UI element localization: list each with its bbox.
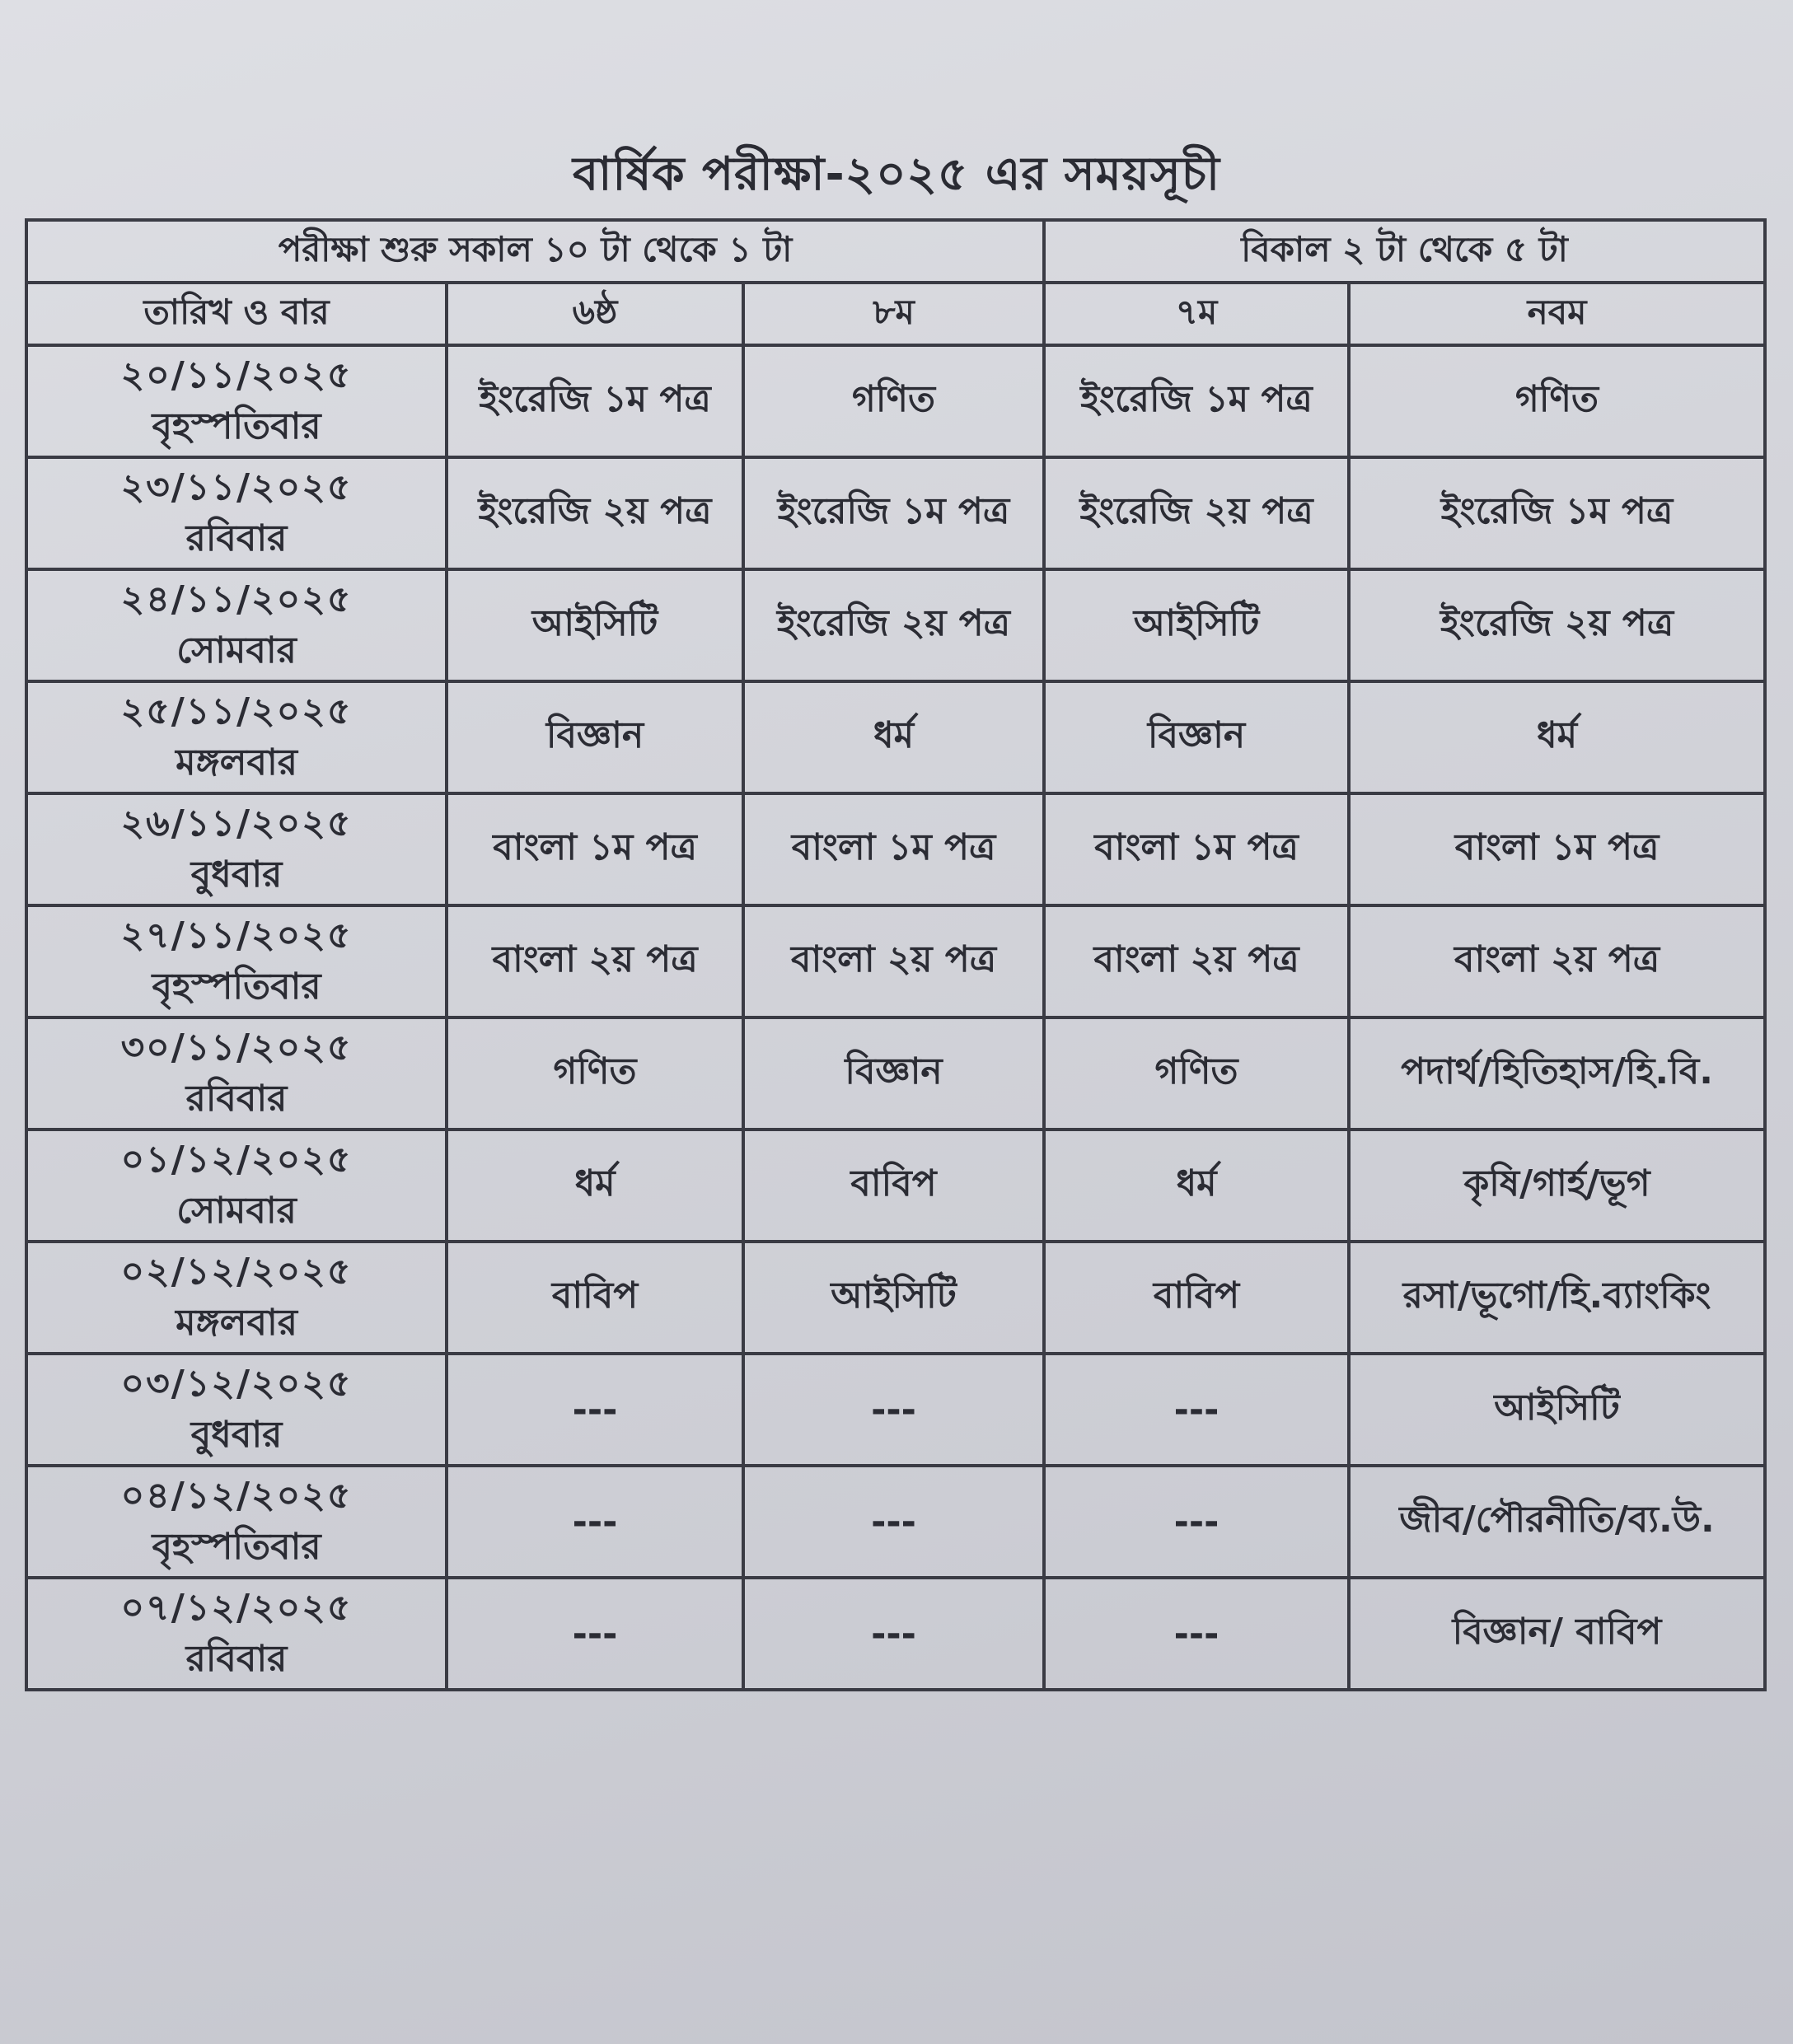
session-header-row	[26, 220, 1765, 283]
subject-class-6: বিজ্ঞান	[447, 681, 743, 793]
subject-class-6: ---	[447, 1354, 743, 1466]
subject-class-8: বিজ্ঞান	[743, 1017, 1044, 1130]
subject-class-7: বিজ্ঞান	[1044, 681, 1349, 793]
exam-date: ০৩/১২/২০২৫	[120, 1363, 353, 1405]
subject-class-8: আইসিটি	[743, 1242, 1044, 1354]
subject-class-6: গণিত	[447, 1017, 743, 1130]
exam-weekday: বুধবার	[190, 854, 283, 896]
date-day-cell	[26, 1354, 447, 1466]
subject-class-7: ---	[1044, 1466, 1349, 1578]
exam-date: ৩০/১১/২০২৫	[120, 1027, 353, 1069]
date-day-cell	[26, 1242, 447, 1354]
exam-date: ২৭/১১/২০২৫	[120, 914, 353, 957]
subject-class-8: ---	[743, 1578, 1044, 1690]
exam-weekday: সোমবার	[176, 1190, 297, 1232]
table-row	[26, 1578, 1765, 1690]
subject-class-6: আইসিটি	[447, 569, 743, 681]
table-row	[26, 793, 1765, 905]
table-row	[26, 1242, 1765, 1354]
page-title: বার্ষিক পরীক্ষা-২০২৫ এর সময়সূচী	[573, 147, 1220, 201]
header-class-8: ৮ম	[743, 283, 1044, 345]
exam-date: ২৪/১১/২০২৫	[120, 578, 353, 620]
subject-class-9: বিজ্ঞান/ বাবিপ	[1349, 1578, 1765, 1690]
exam-weekday: মঙ্গলবার	[176, 741, 297, 783]
subject-class-9: বাংলা ১ম পত্র	[1349, 793, 1765, 905]
subject-class-8: ইংরেজি ২য় পত্র	[743, 569, 1044, 681]
subject-class-8: বাংলা ২য় পত্র	[743, 905, 1044, 1017]
subject-class-7: ইংরেজি ১ম পত্র	[1044, 345, 1349, 457]
subject-class-9: ধর্ম	[1349, 681, 1765, 793]
date-day-cell	[26, 681, 447, 793]
subject-class-8: ধর্ম	[743, 681, 1044, 793]
table-row	[26, 681, 1765, 793]
subject-class-6: ---	[447, 1578, 743, 1690]
table-row	[26, 1466, 1765, 1578]
exam-date: ০৭/১২/২০২৫	[120, 1587, 353, 1629]
subject-class-6: বাংলা ২য় পত্র	[447, 905, 743, 1017]
subject-class-8: ---	[743, 1354, 1044, 1466]
header-class-9: নবম	[1349, 283, 1765, 345]
subject-class-7: ইংরেজি ২য় পত্র	[1044, 457, 1349, 569]
date-day-cell	[26, 905, 447, 1017]
table-row	[26, 345, 1765, 457]
table-row	[26, 1354, 1765, 1466]
exam-weekday: সোমবার	[176, 629, 297, 671]
exam-weekday: বৃহস্পতিবার	[152, 966, 321, 1008]
exam-weekday: রবিবার	[185, 1078, 288, 1120]
subject-class-9: গণিত	[1349, 345, 1765, 457]
date-day-cell	[26, 345, 447, 457]
subject-class-7: ---	[1044, 1578, 1349, 1690]
exam-date: ০১/১২/২০২৫	[120, 1139, 353, 1181]
column-header-row	[26, 283, 1765, 345]
table-row	[26, 457, 1765, 569]
table-row	[26, 569, 1765, 681]
subject-class-7: গণিত	[1044, 1017, 1349, 1130]
subject-class-6: ইংরেজি ১ম পত্র	[447, 345, 743, 457]
exam-date: ২৩/১১/২০২৫	[120, 466, 353, 508]
exam-date: ২৫/১১/২০২৫	[120, 690, 353, 732]
exam-date: ২৬/১১/২০২৫	[120, 802, 353, 844]
subject-class-6: বাংলা ১ম পত্র	[447, 793, 743, 905]
subject-class-9: বাংলা ২য় পত্র	[1349, 905, 1765, 1017]
subject-class-6: ---	[447, 1466, 743, 1578]
exam-date: ২০/১১/২০২৫	[120, 354, 353, 396]
exam-weekday: মঙ্গলবার	[176, 1302, 297, 1344]
subject-class-8: গণিত	[743, 345, 1044, 457]
subject-class-9: জীব/পৌরনীতি/ব্য.উ.	[1349, 1466, 1765, 1578]
afternoon-session-header: বিকাল ২ টা থেকে ৫ টা	[1044, 220, 1765, 283]
exam-weekday: রবিবার	[185, 1638, 288, 1680]
date-day-cell	[26, 1130, 447, 1242]
subject-class-7: বাংলা ২য় পত্র	[1044, 905, 1349, 1017]
subject-class-9: আইসিটি	[1349, 1354, 1765, 1466]
morning-session-header: পরীক্ষা শুরু সকাল ১০ টা থেকে ১ টা	[26, 220, 1044, 283]
subject-class-9: পদার্থ/হিতিহাস/হি.বি.	[1349, 1017, 1765, 1130]
subject-class-7: বাবিপ	[1044, 1242, 1349, 1354]
subject-class-6: ইংরেজি ২য় পত্র	[447, 457, 743, 569]
exam-weekday: বৃহস্পতিবার	[152, 405, 321, 447]
subject-class-8: বাবিপ	[743, 1130, 1044, 1242]
subject-class-6: বাবিপ	[447, 1242, 743, 1354]
subject-class-8: ---	[743, 1466, 1044, 1578]
subject-class-7: ধর্ম	[1044, 1130, 1349, 1242]
date-day-cell	[26, 1466, 447, 1578]
exam-weekday: বুধবার	[190, 1414, 283, 1456]
subject-class-9: কৃষি/গার্হ/ভূগ	[1349, 1130, 1765, 1242]
table-row	[26, 1130, 1765, 1242]
subject-class-7: ---	[1044, 1354, 1349, 1466]
exam-schedule-table	[25, 218, 1767, 1691]
subject-class-6: ধর্ম	[447, 1130, 743, 1242]
subject-class-8: বাংলা ১ম পত্র	[743, 793, 1044, 905]
exam-date: ০২/১২/২০২৫	[120, 1251, 353, 1293]
subject-class-8: ইংরেজি ১ম পত্র	[743, 457, 1044, 569]
subject-class-9: ইংরেজি ২য় পত্র	[1349, 569, 1765, 681]
date-day-cell	[26, 793, 447, 905]
exam-weekday: বৃহস্পতিবার	[152, 1526, 321, 1568]
subject-class-9: ইংরেজি ১ম পত্র	[1349, 457, 1765, 569]
exam-date: ০৪/১২/২০২৫	[120, 1475, 353, 1517]
table-row	[26, 1017, 1765, 1130]
header-class-7: ৭ম	[1044, 283, 1349, 345]
subject-class-7: বাংলা ১ম পত্র	[1044, 793, 1349, 905]
exam-weekday: রবিবার	[185, 517, 288, 559]
subject-class-7: আইসিটি	[1044, 569, 1349, 681]
date-day-cell	[26, 1578, 447, 1690]
date-day-cell	[26, 457, 447, 569]
date-day-cell	[26, 1017, 447, 1130]
subject-class-9: রসা/ভূগো/হি.ব্যাংকিং	[1349, 1242, 1765, 1354]
header-date-day: তারিখ ও বার	[26, 283, 447, 345]
header-class-6: ৬ষ্ঠ	[447, 283, 743, 345]
table-row	[26, 905, 1765, 1017]
date-day-cell	[26, 569, 447, 681]
